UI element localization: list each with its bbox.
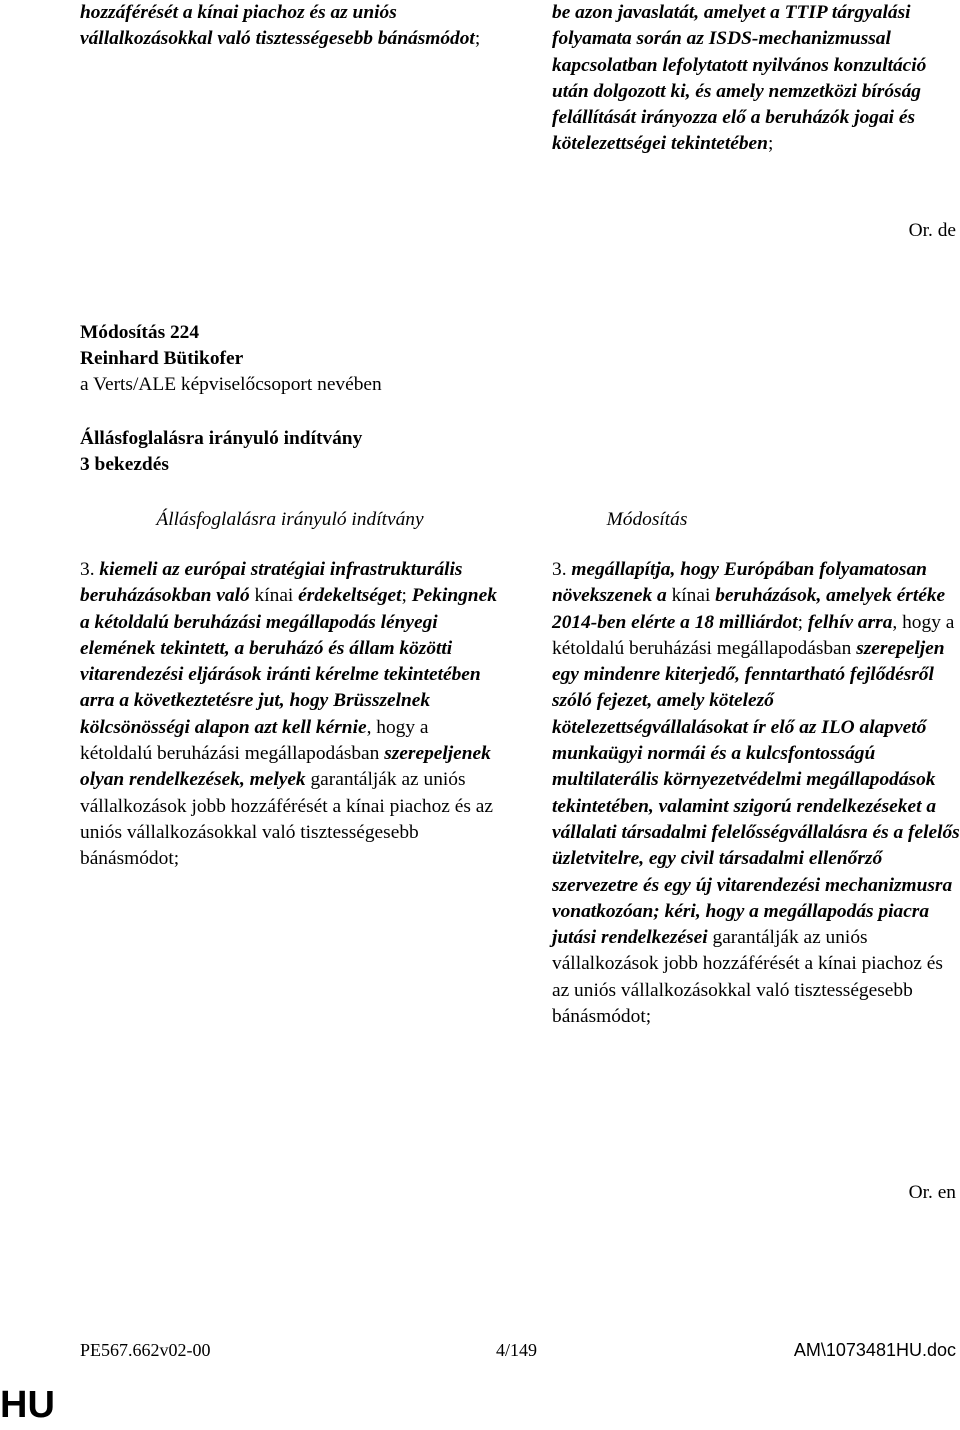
text-segment: 3. — [80, 559, 100, 580]
motion-text-column — [80, 557, 500, 873]
text-segment: kínai — [249, 585, 299, 607]
footer-doc-ref: PE567.662v02-00 — [80, 1340, 211, 1360]
column-title-amendment: Módosítás — [606, 509, 688, 530]
amended-text-segment: hozzáférését a kínai piachoz és az uniós vállalkozásokkal való tisztességesebb bánásmódot — [80, 2, 475, 50]
text-segment: garantálják az uniós vállalkozások jobb hozzáférését a kínai piachoz és az uniós vállalkozásokkal való tisztességesebb bánásmódot; — [80, 769, 493, 870]
amended-text-segment: szerepeljenek olyan rendelkezések, melyek — [80, 743, 491, 791]
text-segment: ; — [401, 585, 412, 607]
text-segment: garantálják az uniós vállalkozások jobb hozzáférését a kínai piachoz és az uniós vállalkozásokkal való tisztességesebb bánásmódot; — [552, 927, 943, 1028]
column-title-motion: Állásfoglalásra irányuló indítvány — [156, 509, 424, 530]
amended-text-segment: be azon javaslatát, amelyet a TTIP tárgyalási folyamata során az ISDS-mechanizmussal kapcsolatban lefolytatott nyilvános konzultáció után dolgozott ki, és amely nemzetközi bíróság felállítását irányozza elő a beruházók jogai és kötelezettségei tekintetében — [552, 2, 927, 155]
amended-text-segment: érdekeltséget — [298, 585, 402, 607]
amended-text-segment: kiemeli az európai stratégiai infrastrukturális beruházásokban való — [80, 559, 463, 607]
text-segment: , hogy a kétoldalú beruházási megállapodásban — [80, 716, 429, 765]
amendment-text-column — [552, 557, 960, 1030]
amendment-number: Módosítás 224 — [80, 322, 200, 343]
amended-text-segment: felhív arra — [807, 611, 893, 633]
text-segment: ; — [797, 611, 808, 633]
amended-paragraph: 3 bekezdés — [80, 454, 169, 475]
footer-language-code: HU — [0, 1384, 55, 1426]
motion-paragraph-3 — [80, 557, 500, 873]
prev-right-paragraph — [552, 0, 960, 158]
amended-text-segment: beruházások, amelyek értéke 2014-ben elérte a 18 milliárdot — [552, 585, 946, 633]
footer-file-name: AM\1073481HU.doc — [793, 1340, 956, 1360]
footer-page-number: 4/149 — [496, 1340, 538, 1360]
amendment-author: Reinhard Bütikofer — [80, 348, 244, 369]
amended-text-segment: Pekingnek a kétoldalú beruházási megállapodás lényegi elemének tekintett, a beruházó és állam közötti vitarendezési eljárások iránti kérelme tekintetében arra a következtetésre jut, hogy Brüsszelnek kölcsönösségi alapon azt kell kérnie — [80, 585, 497, 738]
text-segment: , hogy a kétoldalú beruházási megállapodásban — [552, 611, 955, 659]
amendment-group: a Verts/ALE képviselőcsoport nevében — [80, 374, 382, 395]
text-segment: ; — [767, 133, 774, 155]
amended-document: Állásfoglalásra irányuló indítvány — [80, 428, 363, 449]
prev-amendment-left-text — [80, 0, 500, 53]
amendment-paragraph-3 — [552, 557, 960, 1030]
text-segment: 3. — [552, 559, 572, 580]
orig-language-de: Or. de — [908, 220, 956, 241]
prev-amendment-right-text — [552, 0, 960, 158]
prev-left-paragraph — [80, 0, 500, 53]
text-segment: ; — [474, 28, 481, 50]
text-segment: kínai — [666, 585, 716, 607]
orig-language-en: Or. en — [908, 1182, 956, 1203]
amended-text-segment: szerepeljen egy mindenre kiterjedő, fenntartható fejlődésről szóló fejezet, amely kötelező kötelezettségvállalásokat ír elő az ILO alapvető munkaügyi normái és a kulcsfontosságú multilaterális környezetvédelmi megállapodások tekintetében, valamint szigorú rendelkezéseket a vállalati társadalmi felelősségvállalásra és a felelős üzletvitelre, egy civil társadalmi ellenőrző szervezetre és egy új vitarendezési mechanizmusra vonatkozóan; kéri, hogy a megállapodás piacra jutási rendelkezései — [552, 637, 960, 949]
amended-text-segment: megállapítja, hogy Európában folyamatosan növekszenek a — [552, 559, 927, 607]
